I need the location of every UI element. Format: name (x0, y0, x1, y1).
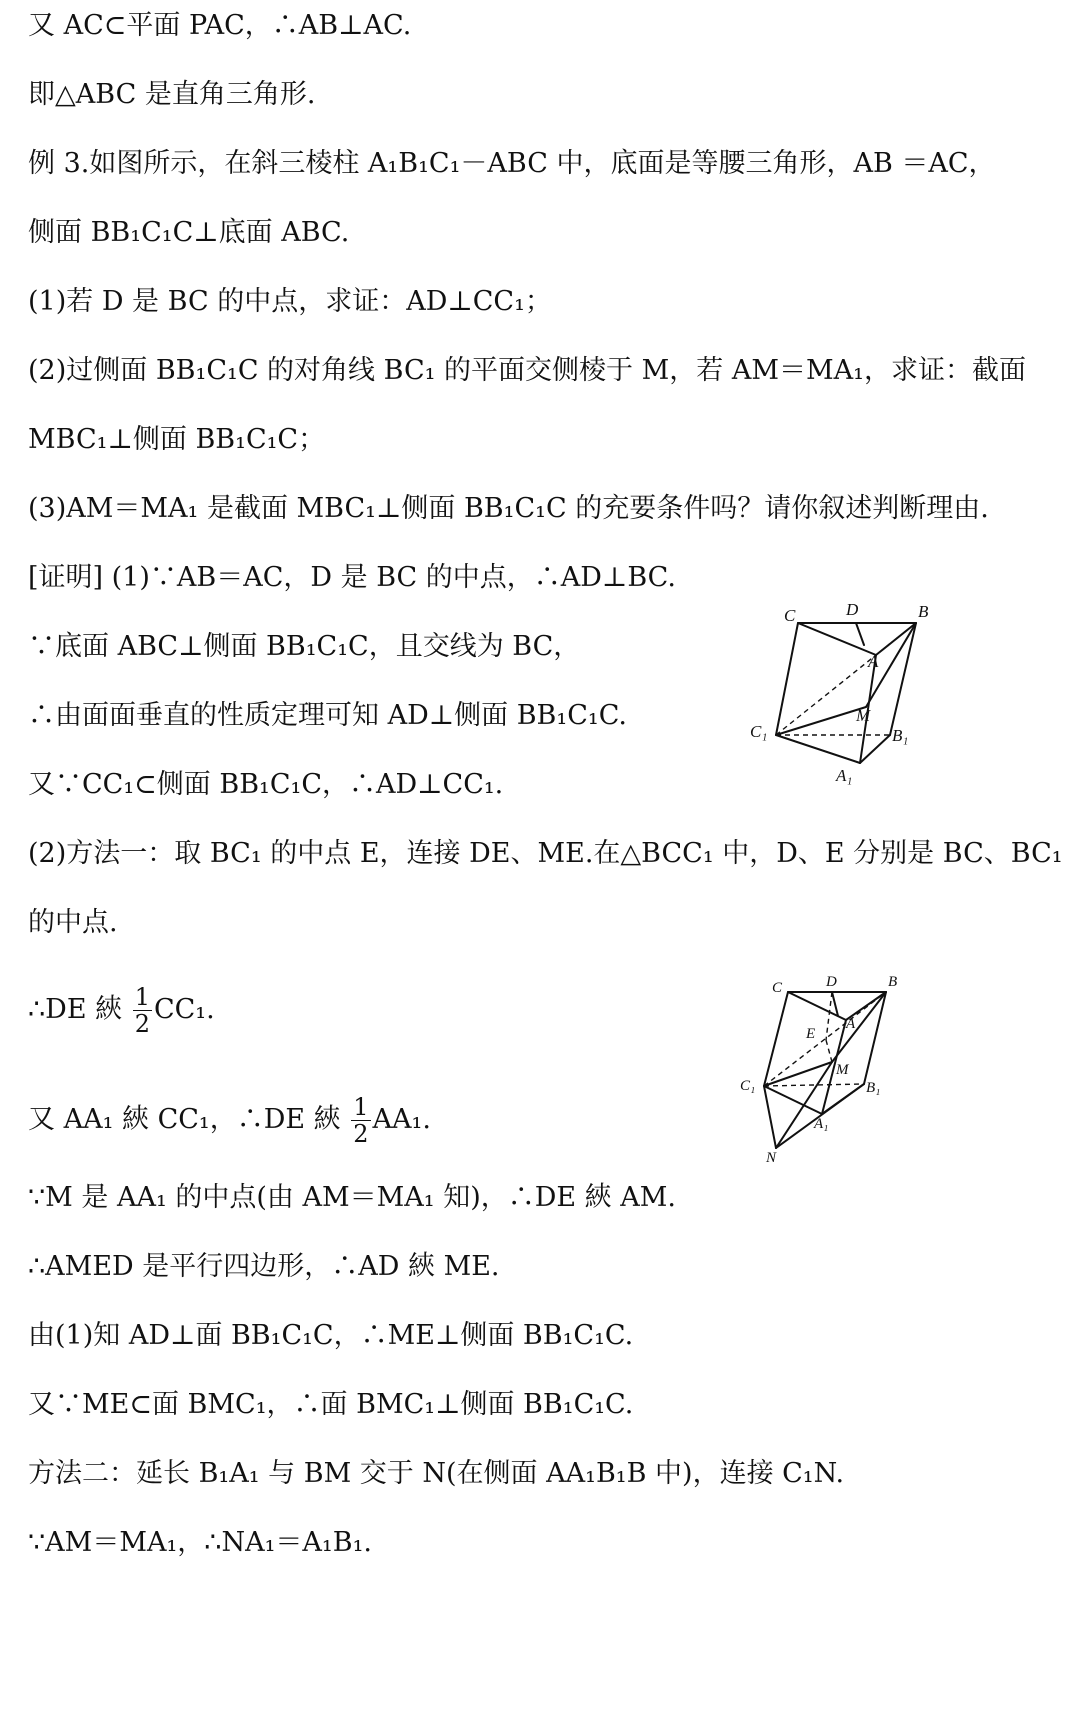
label-c: C (784, 606, 796, 625)
label-c: C (772, 980, 783, 996)
text-segment: ∴DE 綊 (28, 994, 131, 1025)
fraction-denominator: 2 (353, 1120, 369, 1148)
label-a: A (846, 1016, 856, 1032)
fraction-numerator: 1 (353, 1093, 369, 1121)
text-segment: 又 AA₁ 綊 CC₁，∴DE 綊 (28, 1104, 350, 1135)
prism-figure-1-accurate (740, 595, 990, 795)
text-line: (3)AM＝MA₁ 是截面 MBC₁⊥侧面 BB₁C₁C 的充要条件吗？请你叙述判断理由. (28, 493, 989, 524)
text-line: [证明] (1)∵AB＝AC，D 是 BC 的中点，∴AD⊥BC. (28, 562, 676, 593)
text-segment: AA₁. (372, 1104, 431, 1135)
prism-figure-2 (740, 970, 990, 1170)
text-line: MBC₁⊥侧面 BB₁C₁C； (28, 424, 326, 455)
label-m: M (856, 706, 871, 725)
label-n: N (766, 1150, 777, 1166)
text-line: 又∵ME⊂面 BMC₁，∴面 BMC₁⊥侧面 BB₁C₁C. (28, 1389, 634, 1420)
text-line: 例 3.如图所示，在斜三棱柱 A₁B₁C₁－ABC 中，底面是等腰三角形，AB ＝AC， (28, 148, 996, 179)
text-line: 方法二：延长 B₁A₁ 与 BM 交于 N(在侧面 AA₁B₁B 中)，连接 C₁N. (28, 1458, 845, 1489)
text-line: ∴由面面垂直的性质定理可知 AD⊥侧面 BB₁C₁C. (28, 700, 627, 731)
text-segment: CC₁. (153, 994, 215, 1025)
fraction (133, 984, 152, 1037)
text-line: (2)方法一：取 BC₁ 的中点 E，连接 DE、ME.在△BCC₁ 中，D、E 分别是 BC、BC₁ (28, 838, 1063, 869)
fraction-line (28, 1094, 431, 1147)
text-line: 由(1)知 AD⊥面 BB₁C₁C，∴ME⊥侧面 BB₁C₁C. (28, 1320, 634, 1351)
text-line: 侧面 BB₁C₁C⊥底面 ABC. (28, 217, 350, 248)
text-line: 即△ABC 是直角三角形. (28, 79, 316, 110)
label-m: M (836, 1062, 849, 1078)
text-line: 又∵CC₁⊂侧面 BB₁C₁C，∴AD⊥CC₁. (28, 769, 504, 800)
text-line: (2)过侧面 BB₁C₁C 的对角线 BC₁ 的平面交侧棱于 M，若 AM＝MA₁，求证：截面 (28, 355, 1026, 386)
text-line: ∵M 是 AA₁ 的中点(由 AM＝MA₁ 知)，∴DE 綊 AM. (28, 1182, 676, 1213)
label-b: B (918, 602, 929, 621)
label-c1: C₁ (750, 722, 768, 741)
text-line: ∴AMED 是平行四边形，∴AD 綊 ME. (28, 1251, 500, 1282)
label-b: B (888, 974, 898, 990)
text-line: (1)若 D 是 BC 的中点，求证：AD⊥CC₁； (28, 286, 552, 317)
fraction (351, 1094, 370, 1147)
label-c1: C₁ (740, 1078, 756, 1094)
label-e: E (806, 1026, 816, 1042)
fraction-denominator: 2 (134, 1010, 150, 1038)
label-d: D (846, 600, 859, 619)
label-d: D (826, 974, 837, 990)
fraction-numerator: 1 (134, 983, 150, 1011)
label-a: A (868, 652, 879, 671)
label-b1: B₁ (866, 1080, 881, 1096)
fraction-line (28, 984, 215, 1037)
label-a1: A₁ (814, 1116, 829, 1132)
text-line: 又 AC⊂平面 PAC，∴AB⊥AC. (28, 10, 412, 41)
text-line: 的中点. (28, 907, 118, 938)
text-line: ∵AM＝MA₁，∴NA₁＝A₁B₁. (28, 1527, 372, 1558)
text-line: ∵底面 ABC⊥侧面 BB₁C₁C，且交线为 BC， (28, 631, 581, 662)
label-a1: A₁ (836, 766, 853, 785)
label-b1: B₁ (892, 726, 909, 745)
